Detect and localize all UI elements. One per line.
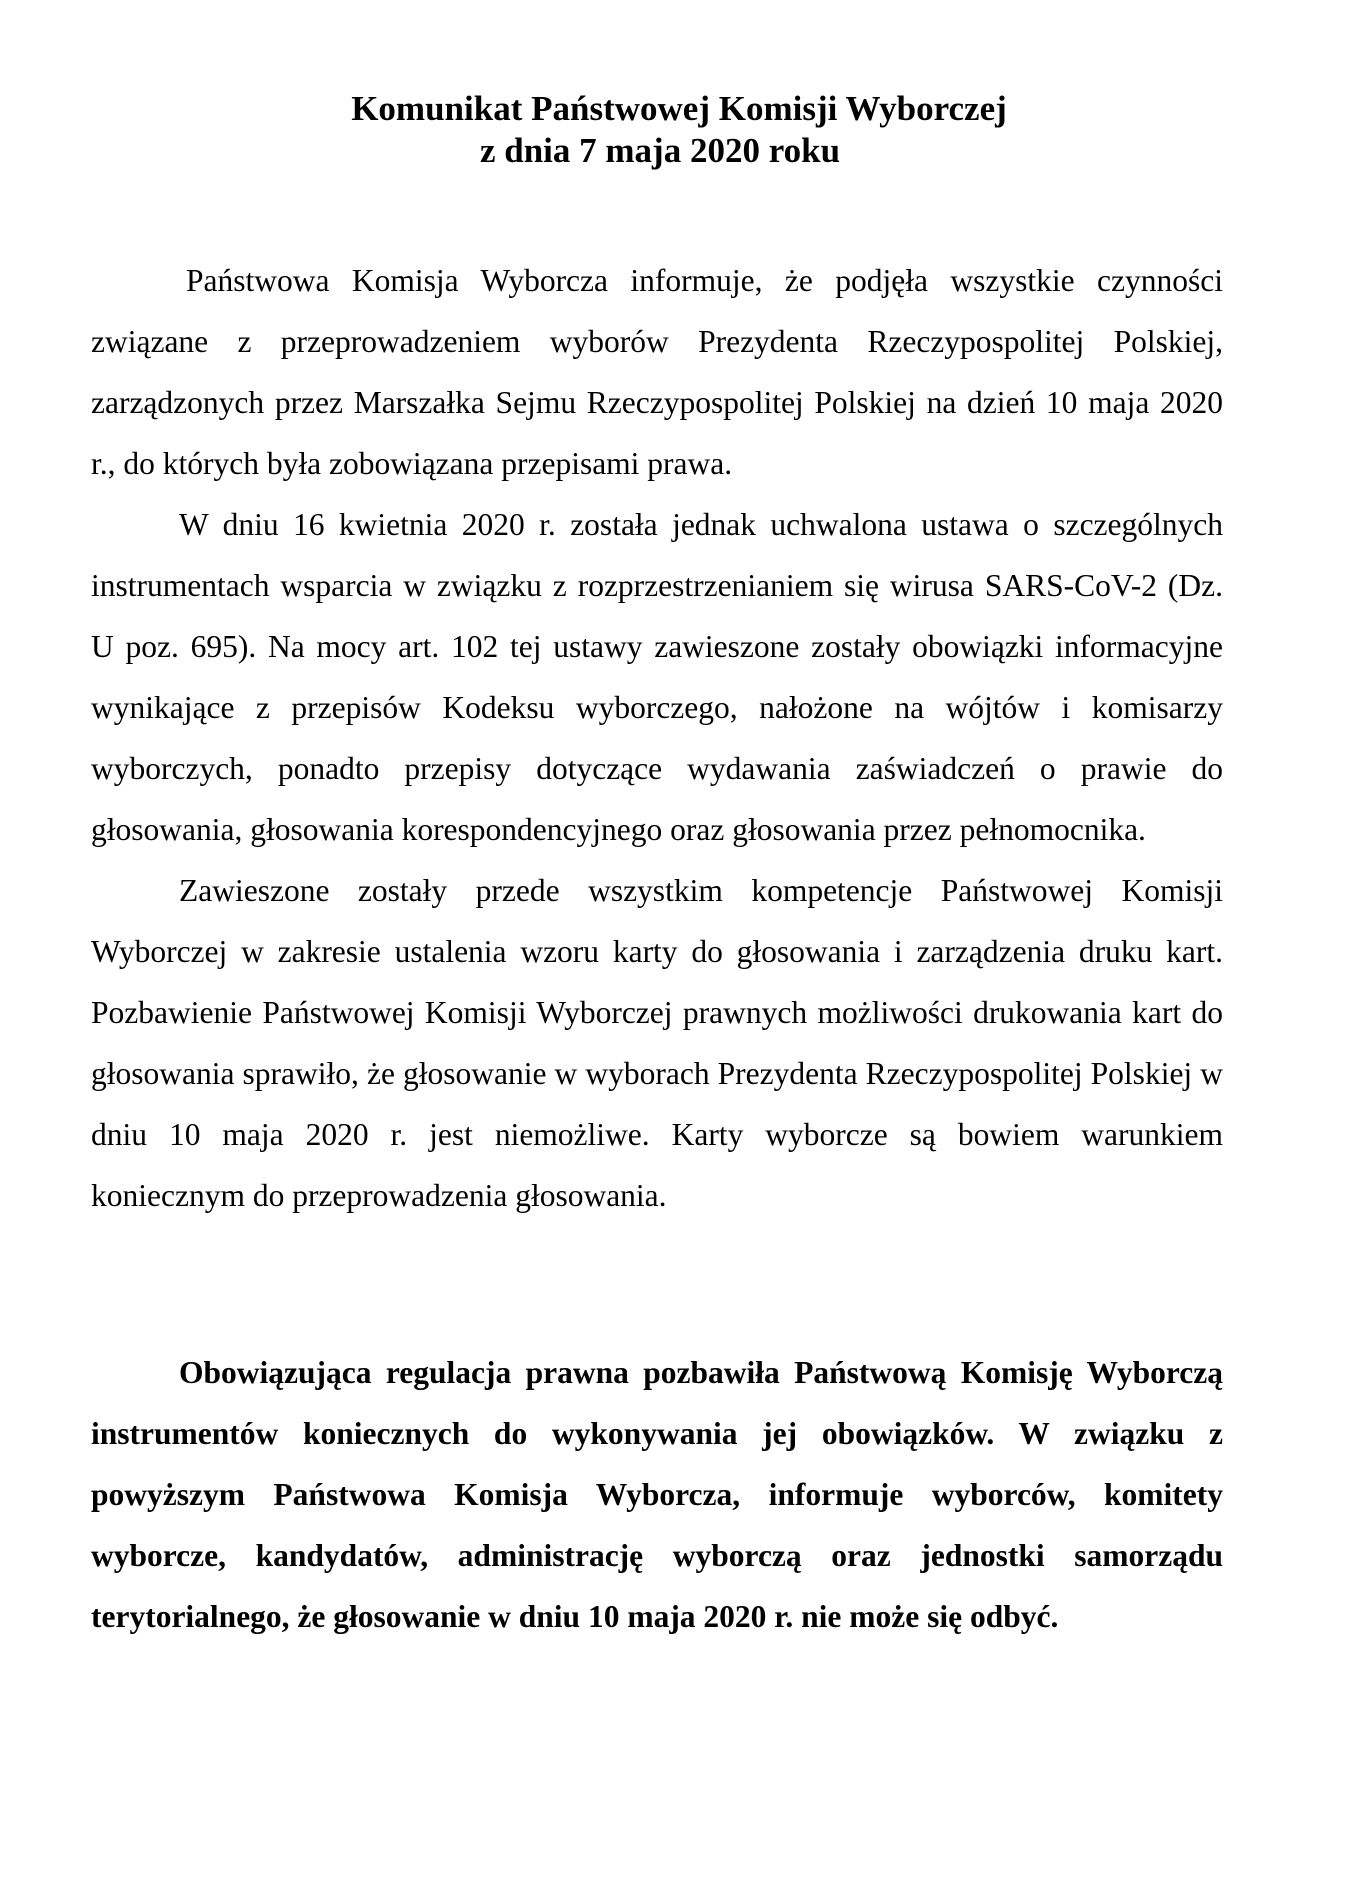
paragraph-1: Państwowa Komisja Wyborcza informuje, że podjęła wszystkie czynności związane z przeprowadzeniem wyborów Prezydenta Rzeczypospolitej Polskiej, zarządzonych przez Marszałka Sejmu Rzeczypospolitej Polskiej na dzień 10 maja 2020 r., do których była zobowiązana przepisami prawa. (91, 263, 1223, 481)
document-body (91, 250, 1223, 1226)
bold-statement (91, 1342, 1223, 1647)
title-line-2: z dnia 7 maja 2020 roku (479, 131, 841, 170)
document-title (0, 88, 1358, 172)
bold-paragraph: Obowiązująca regulacja prawna pozbawiła Państwową Komisję Wyborczą instrumentów koniecznych do wykonywania jej obowiązków. W związku z powyższym Państwowa Komisja Wyborcza, informuje wyborców, komitety wyborcze, kandydatów, administrację wyborczą oraz jednostki samorządu terytorialnego, że głosowanie w dniu 10 maja 2020 r. nie może się odbyć. (91, 1355, 1223, 1634)
paragraph-3: Zawieszone zostały przede wszystkim kompetencje Państwowej Komisji Wyborczej w zakresie ustalenia wzoru karty do głosowania i zarządzenia druku kart. Pozbawienie Państwowej Komisji Wyborczej prawnych możliwości drukowania kart do głosowania sprawiło, że głosowanie w wyborach Prezydenta Rzeczypospolitej Polskiej w dniu 10 maja 2020 r. jest niemożliwe. Karty wyborcze są bowiem warunkiem koniecznym do przeprowadzenia głosowania. (91, 873, 1223, 1213)
title-line-1: Komunikat Państwowej Komisji Wyborczej (351, 89, 1007, 128)
paragraph-2: W dniu 16 kwietnia 2020 r. została jednak uchwalona ustawa o szczególnych instrumentach wsparcia w związku z rozprzestrzenianiem się wirusa SARS-CoV-2 (Dz. U poz. 695). Na mocy art. 102 tej ustawy zawieszone zostały obowiązki informacyjne wynikające z przepisów Kodeksu wyborczego, nałożone na wójtów i komisarzy wyborczych, ponadto przepisy dotyczące wydawania zaświadczeń o prawie do głosowania, głosowania korespondencyjnego oraz głosowania przez pełnomocnika. (91, 507, 1223, 847)
